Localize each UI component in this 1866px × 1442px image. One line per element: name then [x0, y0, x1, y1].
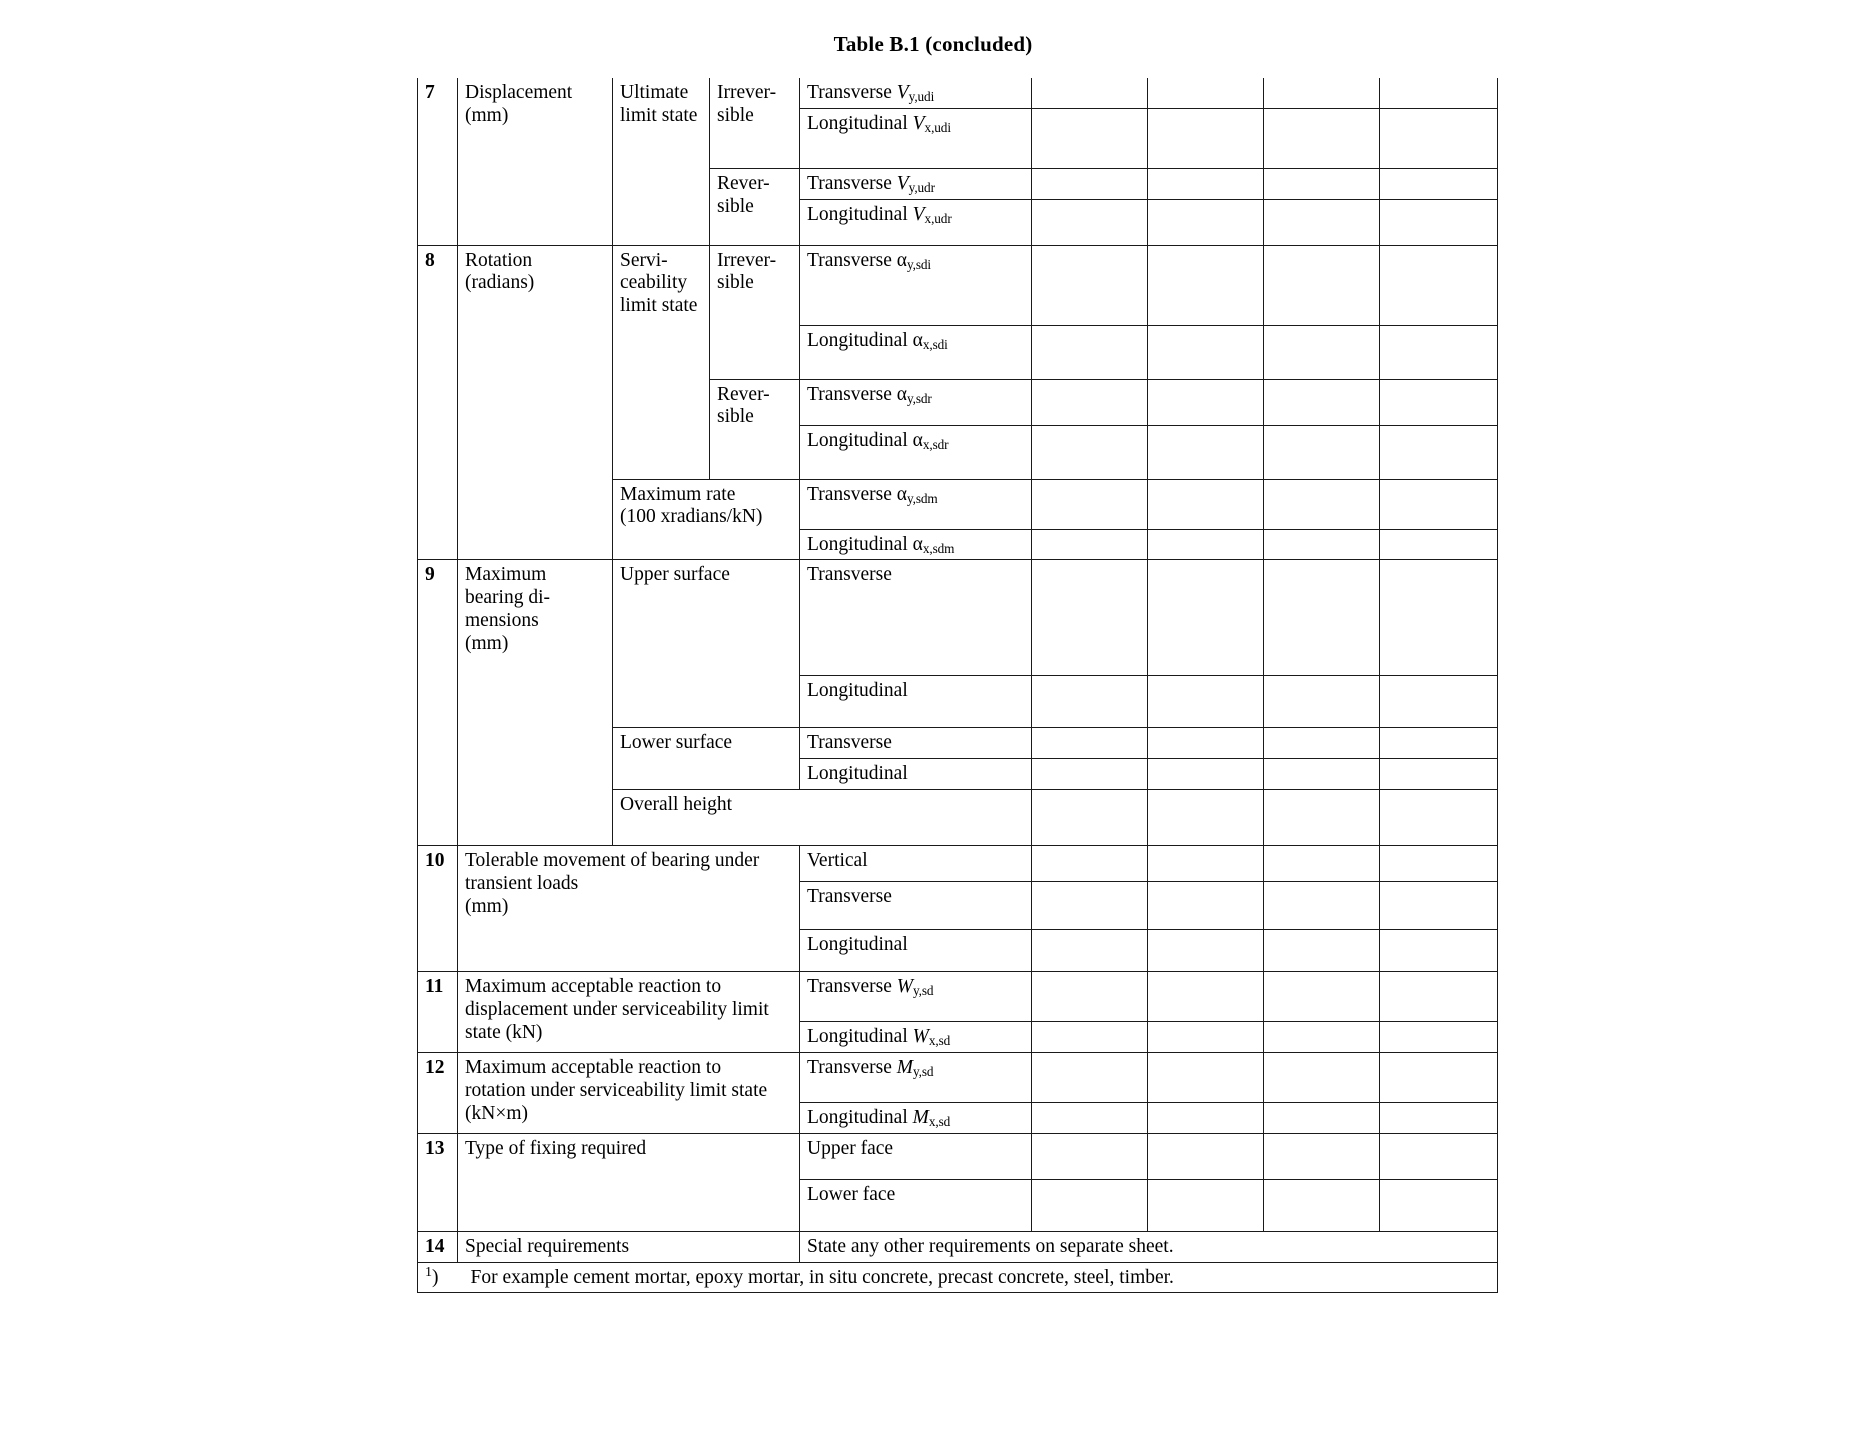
reversibility-line-2: sible — [717, 272, 754, 294]
description-line-3: state (kN) — [465, 1021, 543, 1043]
maximum-rate-line-2: (100 xradians/kN) — [620, 506, 763, 528]
symbol: V — [912, 112, 925, 134]
row-number-9: 9 — [418, 560, 458, 846]
row-description-12 — [458, 1052, 800, 1133]
parameter-longitudinal-vxudr — [800, 199, 1032, 245]
data-cell-3[interactable] — [1264, 1022, 1380, 1053]
symbol: V — [896, 82, 909, 103]
description-line-2: (mm) — [465, 104, 509, 126]
data-cell-4[interactable] — [1380, 199, 1498, 245]
data-cell-1[interactable] — [1032, 199, 1148, 245]
parameter-label: Transverse — [807, 976, 897, 998]
data-cell-3[interactable] — [1264, 759, 1380, 790]
footnote-marker: 1 — [425, 1263, 433, 1280]
symbol-subscript: x,sd — [928, 1113, 951, 1129]
description-line-3: (mm) — [465, 895, 509, 917]
reversibility-line-2: sible — [717, 406, 754, 428]
data-cell-4[interactable] — [1380, 882, 1498, 930]
description-line-2: bearing di- — [465, 587, 551, 609]
data-cell-1[interactable] — [1032, 1022, 1148, 1053]
reversibility-line-2: sible — [717, 195, 754, 217]
data-cell-1[interactable] — [1032, 325, 1148, 379]
symbol-subscript: x,sdi — [922, 336, 948, 352]
parameter-lower-face: Lower face — [800, 1179, 1032, 1231]
data-cell-2[interactable] — [1148, 245, 1264, 325]
data-cell-3[interactable] — [1264, 972, 1380, 1022]
data-cell-4[interactable] — [1380, 676, 1498, 728]
data-cell-2[interactable] — [1148, 728, 1264, 759]
table-row — [418, 1231, 1498, 1262]
table-row — [418, 245, 1498, 325]
row-number-13: 13 — [418, 1133, 458, 1231]
table-b1 — [417, 78, 1498, 1293]
parameter-transverse-alpha-ysdr — [800, 379, 1032, 425]
data-cell-3[interactable] — [1264, 325, 1380, 379]
data-cell-2[interactable] — [1148, 108, 1264, 168]
parameter-transverse-upper: Transverse — [800, 560, 1032, 676]
data-cell-3[interactable] — [1264, 846, 1380, 882]
parameter-label: Transverse — [807, 383, 897, 405]
parameter-transverse-alpha-ysdi — [800, 245, 1032, 325]
data-cell-1[interactable] — [1032, 846, 1148, 882]
data-cell-1[interactable] — [1032, 108, 1148, 168]
parameter-transverse-10: Transverse — [800, 882, 1032, 930]
parameter-label: Longitudinal — [807, 203, 913, 225]
description-line-2: (radians) — [465, 272, 535, 294]
symbol-subscript: y,udr — [908, 179, 935, 195]
parameter-label: Longitudinal — [807, 329, 913, 351]
data-cell-2[interactable] — [1148, 759, 1264, 790]
parameter-label: Transverse — [807, 483, 897, 505]
data-cell-1[interactable] — [1032, 168, 1148, 199]
row-description-13: Type of fixing required — [458, 1133, 800, 1231]
data-cell-2[interactable] — [1148, 529, 1264, 560]
row-description-14: Special requirements — [458, 1231, 800, 1262]
symbol-subscript: y,sdm — [906, 490, 938, 506]
symbol-subscript: x,udi — [924, 119, 951, 135]
data-cell-4[interactable] — [1380, 479, 1498, 529]
symbol: α — [912, 429, 923, 451]
data-cell-1[interactable] — [1032, 560, 1148, 676]
description-line-2: transient loads — [465, 872, 579, 894]
data-cell-4[interactable] — [1380, 245, 1498, 325]
data-cell-4[interactable] — [1380, 529, 1498, 560]
row-description-10 — [458, 846, 800, 972]
table-b1-container — [417, 78, 1497, 1293]
data-cell-1[interactable] — [1032, 759, 1148, 790]
symbol: W — [912, 1026, 929, 1048]
data-cell-2[interactable] — [1148, 1179, 1264, 1231]
footnote-marker-close: ) — [432, 1266, 439, 1288]
data-cell-4[interactable] — [1380, 846, 1498, 882]
row-number-12: 12 — [418, 1052, 458, 1133]
limit-state-line-2: ceability — [620, 272, 688, 294]
parameter-transverse-lower: Transverse — [800, 728, 1032, 759]
table-row — [418, 560, 1498, 676]
footnote — [418, 1262, 1498, 1293]
row-number-7: 7 — [418, 78, 458, 245]
data-cell-2[interactable] — [1148, 972, 1264, 1022]
symbol-subscript: y,sd — [912, 1063, 934, 1079]
data-cell-3[interactable] — [1264, 379, 1380, 425]
data-cell-1[interactable] — [1032, 1052, 1148, 1102]
description-line-2: displacement under serviceability limit — [465, 998, 769, 1020]
symbol-subscript: x,sdm — [922, 540, 955, 556]
data-cell-1[interactable] — [1032, 379, 1148, 425]
symbol: α — [912, 533, 923, 555]
data-cell-2[interactable] — [1148, 676, 1264, 728]
data-cell-3[interactable] — [1264, 108, 1380, 168]
row-description-11 — [458, 972, 800, 1053]
data-cell-1[interactable] — [1032, 972, 1148, 1022]
parameter-longitudinal-lower: Longitudinal — [800, 759, 1032, 790]
data-cell-1[interactable] — [1032, 930, 1148, 972]
data-cell-2[interactable] — [1148, 325, 1264, 379]
parameter-label: Longitudinal — [807, 1106, 913, 1128]
table-row-footnote — [418, 1262, 1498, 1293]
parameter-longitudinal-alpha-xsdr — [800, 425, 1032, 479]
parameter-label: Longitudinal — [807, 112, 913, 134]
limit-state-line-3: limit state — [620, 295, 698, 317]
parameter-label: Transverse — [807, 1056, 897, 1078]
data-cell-4[interactable] — [1380, 168, 1498, 199]
page-title: Table B.1 (concluded) — [833, 32, 1033, 56]
data-cell-4[interactable] — [1380, 425, 1498, 479]
symbol: W — [896, 976, 913, 998]
data-cell-2[interactable] — [1148, 930, 1264, 972]
parameter-transverse-vyudr — [800, 168, 1032, 199]
parameter-transverse-wysd — [800, 972, 1032, 1022]
data-cell-4[interactable] — [1380, 1052, 1498, 1102]
symbol-subscript: x,sd — [928, 1032, 951, 1048]
data-cell-2[interactable] — [1148, 379, 1264, 425]
data-cell-4[interactable] — [1380, 1102, 1498, 1133]
parameter-label: Longitudinal — [807, 533, 913, 555]
data-cell-3[interactable] — [1264, 199, 1380, 245]
description-line-3: mensions — [465, 610, 539, 632]
description-line-1: Tolerable movement of bearing under — [465, 850, 760, 872]
data-cell-4[interactable] — [1380, 78, 1498, 108]
data-cell-2[interactable] — [1148, 479, 1264, 529]
data-cell-2[interactable] — [1148, 846, 1264, 882]
symbol: V — [896, 172, 909, 194]
data-cell-2[interactable] — [1148, 425, 1264, 479]
data-cell-3[interactable] — [1264, 882, 1380, 930]
special-requirements-value: State any other requirements on separate sheet. — [800, 1231, 1498, 1262]
table-row — [418, 972, 1498, 1022]
data-cell-3[interactable] — [1264, 1052, 1380, 1102]
description-line-1: Maximum acceptable reaction to — [465, 1056, 722, 1078]
data-cell-1[interactable] — [1032, 1179, 1148, 1231]
data-cell-4[interactable] — [1380, 1022, 1498, 1053]
parameter-longitudinal-alpha-xsdm — [800, 529, 1032, 560]
data-cell-1[interactable] — [1032, 676, 1148, 728]
data-cell-3[interactable] — [1264, 1133, 1380, 1179]
data-cell-1[interactable] — [1032, 78, 1148, 108]
description-line-1: Maximum — [465, 564, 547, 586]
row-description-9 — [458, 560, 613, 846]
symbol-subscript: y,sdr — [906, 390, 932, 406]
parameter-longitudinal-wxsd — [800, 1022, 1032, 1053]
data-cell-3[interactable] — [1264, 728, 1380, 759]
data-cell-3[interactable] — [1264, 425, 1380, 479]
reversibility-irreversible-7 — [710, 78, 800, 168]
data-cell-2[interactable] — [1148, 1133, 1264, 1179]
data-cell-2[interactable] — [1148, 168, 1264, 199]
description-line-4: (mm) — [465, 632, 509, 654]
symbol-subscript: x,sdr — [922, 436, 949, 452]
parameter-transverse-mysd — [800, 1052, 1032, 1102]
data-cell-1[interactable] — [1032, 529, 1148, 560]
description-line-1: Displacement — [465, 82, 573, 103]
reversibility-irreversible-8 — [710, 245, 800, 379]
data-cell-2[interactable] — [1148, 560, 1264, 676]
parameter-vertical-10: Vertical — [800, 846, 1032, 882]
row-description-8 — [458, 245, 613, 560]
row-description-7 — [458, 78, 613, 245]
limit-state-7: Ultimate limit state — [613, 78, 710, 245]
parameter-label: Transverse — [807, 82, 897, 103]
footnote-text: For example cement mortar, epoxy mortar, in situ concrete, precast concrete, steel, timber. — [470, 1266, 1174, 1288]
table-row — [418, 78, 1498, 108]
data-cell-4[interactable] — [1380, 325, 1498, 379]
row-number-10: 10 — [418, 846, 458, 972]
data-cell-1[interactable] — [1032, 882, 1148, 930]
data-cell-3[interactable] — [1264, 790, 1380, 846]
data-cell-1[interactable] — [1032, 425, 1148, 479]
surface-lower-9: Lower surface — [613, 728, 800, 790]
symbol: V — [912, 203, 925, 225]
symbol: M — [896, 1056, 913, 1078]
parameter-transverse-alpha-ysdm — [800, 479, 1032, 529]
reversibility-line-1: Rever- — [717, 172, 770, 194]
data-cell-2[interactable] — [1148, 790, 1264, 846]
parameter-longitudinal-alpha-xsdi — [800, 325, 1032, 379]
symbol: α — [896, 249, 907, 271]
data-cell-4[interactable] — [1380, 560, 1498, 676]
data-cell-3[interactable] — [1264, 1179, 1380, 1231]
reversibility-reversible-7 — [710, 168, 800, 245]
symbol-subscript: y,sdi — [906, 256, 931, 272]
table-row — [418, 1052, 1498, 1102]
parameter-longitudinal-10: Longitudinal — [800, 930, 1032, 972]
symbol: M — [912, 1106, 929, 1128]
surface-upper-9: Upper surface — [613, 560, 800, 728]
data-cell-3[interactable] — [1264, 479, 1380, 529]
data-cell-1[interactable] — [1032, 790, 1148, 846]
symbol: α — [912, 329, 923, 351]
symbol-subscript: y,sd — [912, 982, 934, 998]
parameter-longitudinal-mxsd — [800, 1102, 1032, 1133]
data-cell-4[interactable] — [1380, 108, 1498, 168]
reversibility-line-1: Rever- — [717, 383, 770, 405]
data-cell-2[interactable] — [1148, 882, 1264, 930]
data-cell-4[interactable] — [1380, 1179, 1498, 1231]
data-cell-3[interactable] — [1264, 168, 1380, 199]
row-number-11: 11 — [418, 972, 458, 1053]
data-cell-1[interactable] — [1032, 479, 1148, 529]
parameter-longitudinal-vxudi — [800, 108, 1032, 168]
data-cell-4[interactable] — [1380, 759, 1498, 790]
description-line-2: rotation under serviceability limit state — [465, 1079, 768, 1101]
description-line-1: Rotation — [465, 249, 533, 271]
table-row — [418, 846, 1498, 882]
data-cell-2[interactable] — [1148, 199, 1264, 245]
data-cell-4[interactable] — [1380, 972, 1498, 1022]
row-number-14: 14 — [418, 1231, 458, 1262]
table-row — [418, 1133, 1498, 1179]
description-line-3: (kN×m) — [465, 1102, 528, 1124]
row-number-8: 8 — [418, 245, 458, 560]
data-cell-3[interactable] — [1264, 1102, 1380, 1133]
data-cell-3[interactable] — [1264, 676, 1380, 728]
parameter-upper-face: Upper face — [800, 1133, 1032, 1179]
data-cell-1[interactable] — [1032, 728, 1148, 759]
data-cell-3[interactable] — [1264, 930, 1380, 972]
symbol: α — [896, 383, 907, 405]
parameter-label: Transverse — [807, 172, 897, 194]
description-line-1: Maximum acceptable reaction to — [465, 976, 722, 998]
data-cell-4[interactable] — [1380, 379, 1498, 425]
parameter-label: Transverse — [807, 249, 897, 271]
symbol-subscript: y,udi — [908, 88, 935, 104]
data-cell-2[interactable] — [1148, 1022, 1264, 1053]
data-cell-3[interactable] — [1264, 245, 1380, 325]
data-cell-4[interactable] — [1380, 790, 1498, 846]
reversibility-line-1: Irrever- — [717, 249, 777, 271]
data-cell-3[interactable] — [1264, 78, 1380, 108]
data-cell-2[interactable] — [1148, 1052, 1264, 1102]
reversibility-line-1: Irrever- — [717, 82, 777, 103]
parameter-label: Longitudinal — [807, 1026, 913, 1048]
parameter-longitudinal-upper: Longitudinal — [800, 676, 1032, 728]
data-cell-3[interactable] — [1264, 560, 1380, 676]
data-cell-4[interactable] — [1380, 930, 1498, 972]
data-cell-3[interactable] — [1264, 529, 1380, 560]
symbol-subscript: x,udr — [924, 210, 952, 226]
maximum-rate-line-1: Maximum rate — [620, 483, 736, 505]
maximum-rate-8 — [613, 479, 800, 560]
data-cell-4[interactable] — [1380, 728, 1498, 759]
limit-state-8 — [613, 245, 710, 479]
reversibility-line-2: sible — [717, 104, 754, 126]
reversibility-reversible-8 — [710, 379, 800, 479]
data-cell-4[interactable] — [1380, 1133, 1498, 1179]
overall-height-9: Overall height — [613, 790, 1032, 846]
parameter-label: Longitudinal — [807, 429, 913, 451]
symbol: α — [896, 483, 907, 505]
data-cell-1[interactable] — [1032, 1102, 1148, 1133]
data-cell-2[interactable] — [1148, 1102, 1264, 1133]
parameter-transverse-vyudi — [800, 78, 1032, 108]
limit-state-line-1: Servi- — [620, 249, 668, 271]
data-cell-2[interactable] — [1148, 78, 1264, 108]
data-cell-1[interactable] — [1032, 1133, 1148, 1179]
data-cell-1[interactable] — [1032, 245, 1148, 325]
